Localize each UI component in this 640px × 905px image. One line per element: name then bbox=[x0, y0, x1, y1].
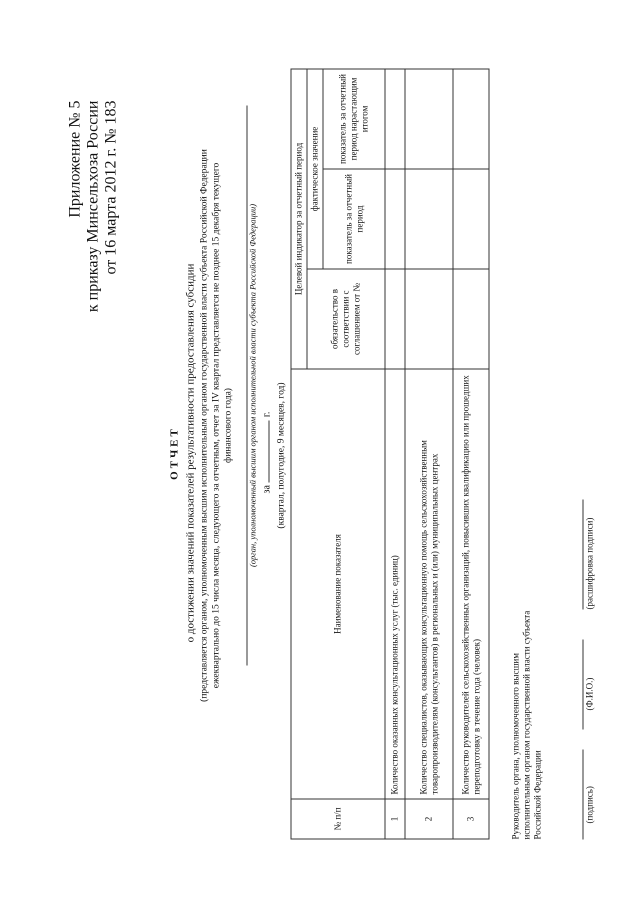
table-row bbox=[405, 68, 453, 838]
row-name: Количество специалистов, оказывающих консультационную помощь сельскохозяйственным товаропроизводителям (консультантов) в региональных и (или) муниципальных центрах bbox=[405, 369, 453, 799]
row-cumulative-cell[interactable] bbox=[453, 68, 489, 168]
appendix-date: от 16 марта 2012 г. № 183 bbox=[102, 100, 119, 274]
period-label: (квартал, полугодие, 9 месяцев, год) bbox=[276, 381, 286, 529]
period-line bbox=[261, 411, 272, 493]
row-cumulative-cell[interactable] bbox=[385, 68, 405, 168]
row-name: Количество руководителей сельскохозяйственных организаций, повысивших квалификацию или прошедших переподготовку в течение года (человек) bbox=[453, 369, 489, 799]
row-cumulative-cell[interactable] bbox=[405, 68, 453, 168]
row-num: 2 bbox=[405, 799, 453, 839]
fio-label: (Ф.И.О.) bbox=[584, 677, 594, 710]
appendix-order: к приказу Минсельхоза России bbox=[84, 100, 101, 312]
header-mandatory: обязательство в соответствии с соглашением от № bbox=[307, 269, 385, 369]
sign-fill-line bbox=[582, 749, 583, 839]
header-cumulative: показатель за отчетный период нарастающим итогом bbox=[323, 68, 385, 168]
table-row bbox=[453, 68, 489, 838]
decode-label: (расшифровка подписи) bbox=[584, 517, 594, 609]
row-num: 3 bbox=[453, 799, 489, 839]
appendix-number: Приложение № 5 bbox=[66, 100, 83, 218]
za-text: за bbox=[261, 484, 272, 493]
org-label: (орган, уполномоченный высшим органом исполнительной власти субъекта Российской Федерации) bbox=[247, 203, 257, 567]
row-mandatory-cell[interactable] bbox=[385, 269, 405, 369]
header-name: Наименование показателя bbox=[291, 369, 385, 799]
table-row bbox=[385, 68, 405, 838]
header-num: № п/п bbox=[291, 799, 385, 839]
row-reporting-cell[interactable] bbox=[405, 169, 453, 269]
report-subtitle: о достижении значений показателей результативности предоставления субсидии bbox=[184, 263, 196, 642]
appendix-block bbox=[66, 100, 120, 312]
row-reporting-cell[interactable] bbox=[385, 169, 405, 269]
report-note: (представляется органом, уполномоченным высшим исполнительным органом государственной власти субъекта Российской Федерации ежеквартально до 15 числа месяца, следующего за отчетным, отчет за IV квартал представляется не позднее 15 декабря текущего финансового года) bbox=[199, 148, 233, 702]
header-reporting: показатель за отчетный период bbox=[323, 169, 385, 269]
header-actual: фактическое значение bbox=[307, 68, 323, 268]
header-target: Целевой индикатор за отчетный период bbox=[291, 68, 307, 368]
report-title: ОТЧЕТ bbox=[168, 425, 180, 480]
row-reporting-cell[interactable] bbox=[453, 169, 489, 269]
row-num: 1 bbox=[385, 799, 405, 839]
period-fill-line bbox=[268, 420, 269, 482]
row-name: Количество оказанных консультационных услуг (тыс. единиц) bbox=[385, 369, 405, 799]
fio-fill-line bbox=[582, 639, 583, 729]
row-mandatory-cell[interactable] bbox=[405, 269, 453, 369]
indicators-table bbox=[290, 68, 489, 839]
year-suffix: г. bbox=[261, 411, 272, 417]
decode-fill-line bbox=[582, 499, 583, 609]
signatory-position: Руководитель органа, уполномоченного высшим исполнительным органом государственной власти субъекта Российской Федерации bbox=[510, 610, 542, 839]
row-mandatory-cell[interactable] bbox=[453, 269, 489, 369]
sign-label: (подпись) bbox=[584, 785, 594, 823]
